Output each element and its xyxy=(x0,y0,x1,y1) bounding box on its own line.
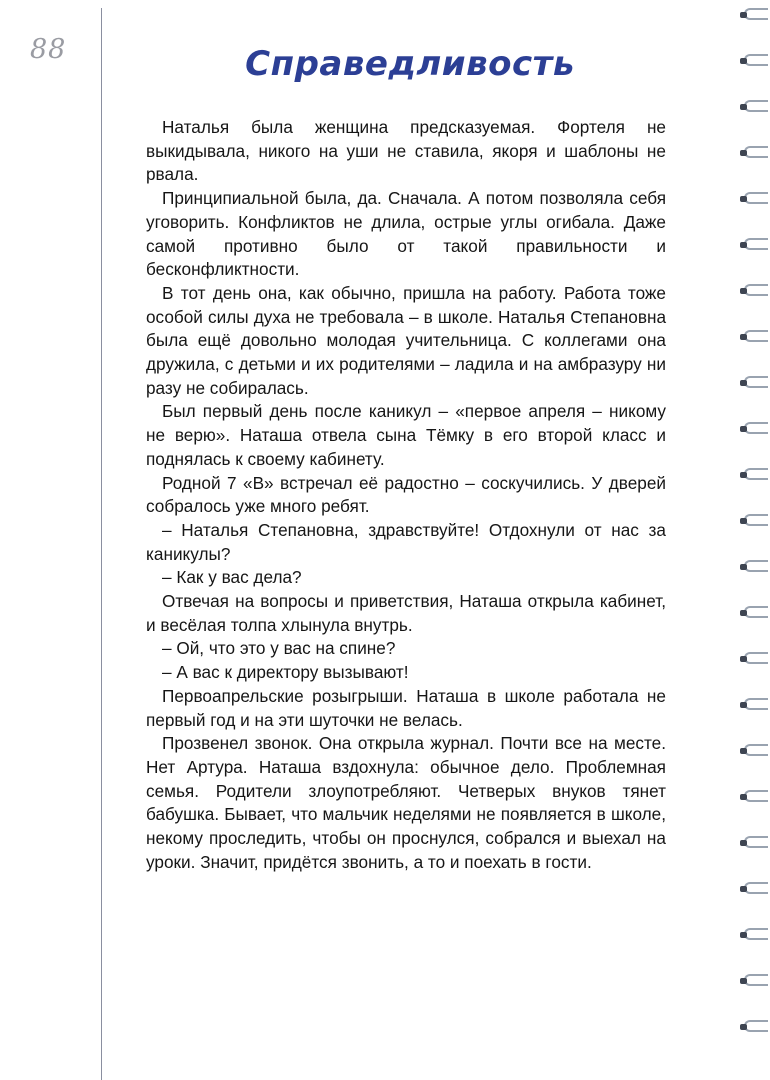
paragraph: – А вас к директору вызывают! xyxy=(162,662,409,683)
spiral-ring xyxy=(740,468,770,484)
paragraph: – Наталья Степановна, здравствуйте! Отдохнули от нас за каникулы? xyxy=(146,519,666,564)
paragraph: Был первый день после каникул – «первое апреля – никому не верю». Наташа отвела сына Тёмку в его второй класс и поднялась к своему кабинету. xyxy=(146,401,666,469)
spiral-ring xyxy=(740,284,770,300)
story-text xyxy=(146,116,666,875)
paragraph: Родной 7 «В» встречал её радостно – соскучились. У дверей собралось уже много ребят. xyxy=(146,472,666,517)
spiral-ring xyxy=(740,330,770,346)
spiral-ring xyxy=(740,238,770,254)
paragraph: Прозвенел звонок. Она открыла журнал. Почти все на месте. Нет Артура. Наташа вздохнула: обычное дело. Проблемная семья. Родители злоупотребляют. Четверых внуков тянет бабушка. Бывает, что мальчик неделями не появляется в школе, некому проследить, чтобы он проснулся, собрался и выехал на уроки. Значит, придётся звонить, а то и поехать в гости. xyxy=(146,733,666,872)
spiral-ring xyxy=(740,146,770,162)
spiral-ring xyxy=(740,376,770,392)
page-number: 88 xyxy=(30,34,67,65)
spiral-ring xyxy=(740,8,770,24)
spiral-ring xyxy=(740,928,770,944)
paragraph: Отвечая на вопросы и приветствия, Наташа открыла кабинет, и весёлая толпа хлынула внутрь. xyxy=(146,591,666,635)
spiral-ring xyxy=(740,882,770,898)
spiral-ring xyxy=(740,790,770,806)
spiral-binding xyxy=(730,0,770,1080)
spiral-ring xyxy=(740,744,770,760)
spiral-ring xyxy=(740,192,770,208)
page-title: Справедливость xyxy=(245,44,575,84)
paragraph: В тот день она, как обычно, пришла на работу. Работа тоже особой силы духа не требовала – в школе. Наталья Степановна была ещё довольно молодая учительница. С коллегами она дружила, с детьми и их родителями – ладила и на амбразуру ни разу не собиралась. xyxy=(146,282,666,398)
paragraph: – Как у вас дела? xyxy=(162,567,302,588)
spiral-ring xyxy=(740,560,770,576)
spiral-ring xyxy=(740,606,770,622)
spiral-ring xyxy=(740,1020,770,1036)
spiral-ring xyxy=(740,422,770,438)
paragraph: Первоапрельские розыгрыши. Наташа в школе работала не первый год и на эти шуточки не велась. xyxy=(146,685,666,730)
spiral-ring xyxy=(740,836,770,852)
spiral-ring xyxy=(740,100,770,116)
paragraph: – Ой, что это у вас на спине? xyxy=(162,638,396,659)
spiral-ring xyxy=(740,514,770,530)
spiral-ring xyxy=(740,54,770,70)
spiral-ring xyxy=(740,652,770,668)
margin-line xyxy=(101,8,102,1080)
spiral-ring xyxy=(740,698,770,714)
spiral-ring xyxy=(740,974,770,990)
paragraph: Принципиальной была, да. Сначала. А потом позволяла себя уговорить. Конфликтов не длила, острые углы огибала. Даже самой противно было от такой правильности и бесконфликтности. xyxy=(146,188,666,280)
paragraph: Наталья была женщина предсказуемая. Фортеля не выкидывала, никого на уши не ставила, якоря и шаблоны не рвала. xyxy=(146,117,666,185)
